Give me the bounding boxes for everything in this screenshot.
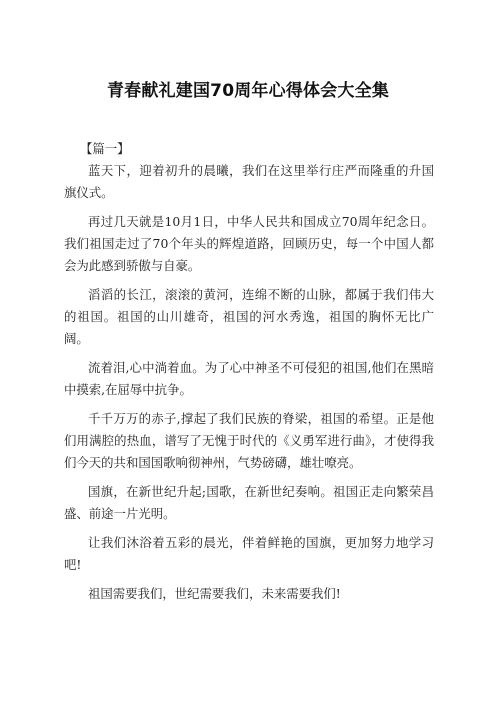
paragraph-2: 再过几天就是10月1日，中华人民共和国成立70周年纪念日。我们祖国走过了70个年头的辉煌道路，回顾历史，每一个中国人都会为此感到骄傲与自豪。 — [64, 214, 434, 273]
document-body — [64, 138, 434, 612]
paragraph-7: 让我们沐浴着五彩的晨光，伴着鲜艳的国旗，更加努力地学习吧! — [64, 535, 434, 572]
paragraph-4: 流着泪,心中淌着血。为了心中神圣不可侵犯的祖国,他们在黑暗中摸索,在屈辱中抗争。 — [64, 360, 434, 397]
paragraph-3: 滔滔的长江，滚滚的黄河，连绵不断的山脉，都属于我们伟大的祖国。祖国的山川雄奇，祖国的河水秀逸，祖国的胸怀无比广阔。 — [64, 287, 434, 346]
section-label: 【篇一】 — [80, 141, 130, 156]
paragraph-1: 蓝天下，迎着初升的晨曦，我们在这里举行庄严而隆重的升国旗仪式。 — [64, 163, 434, 200]
paragraph-6: 国旗，在新世纪升起;国歌，在新世纪奏响。祖国正走向繁荣昌盛、前途一片光明。 — [64, 484, 434, 521]
paragraph-8: 祖国需要我们，世纪需要我们，未来需要我们! — [88, 586, 341, 601]
document-title: 青春献礼建国70周年心得体会大全集 — [106, 81, 390, 101]
paragraph-5: 千千万万的赤子,撑起了我们民族的脊梁，祖国的希望。正是他们用满腔的热血，谱写了无愧于时代的《义勇军进行曲》，才使得我们今天的共和国国歌响彻神州，气势磅礴，雄壮嘹亮。 — [64, 411, 434, 470]
